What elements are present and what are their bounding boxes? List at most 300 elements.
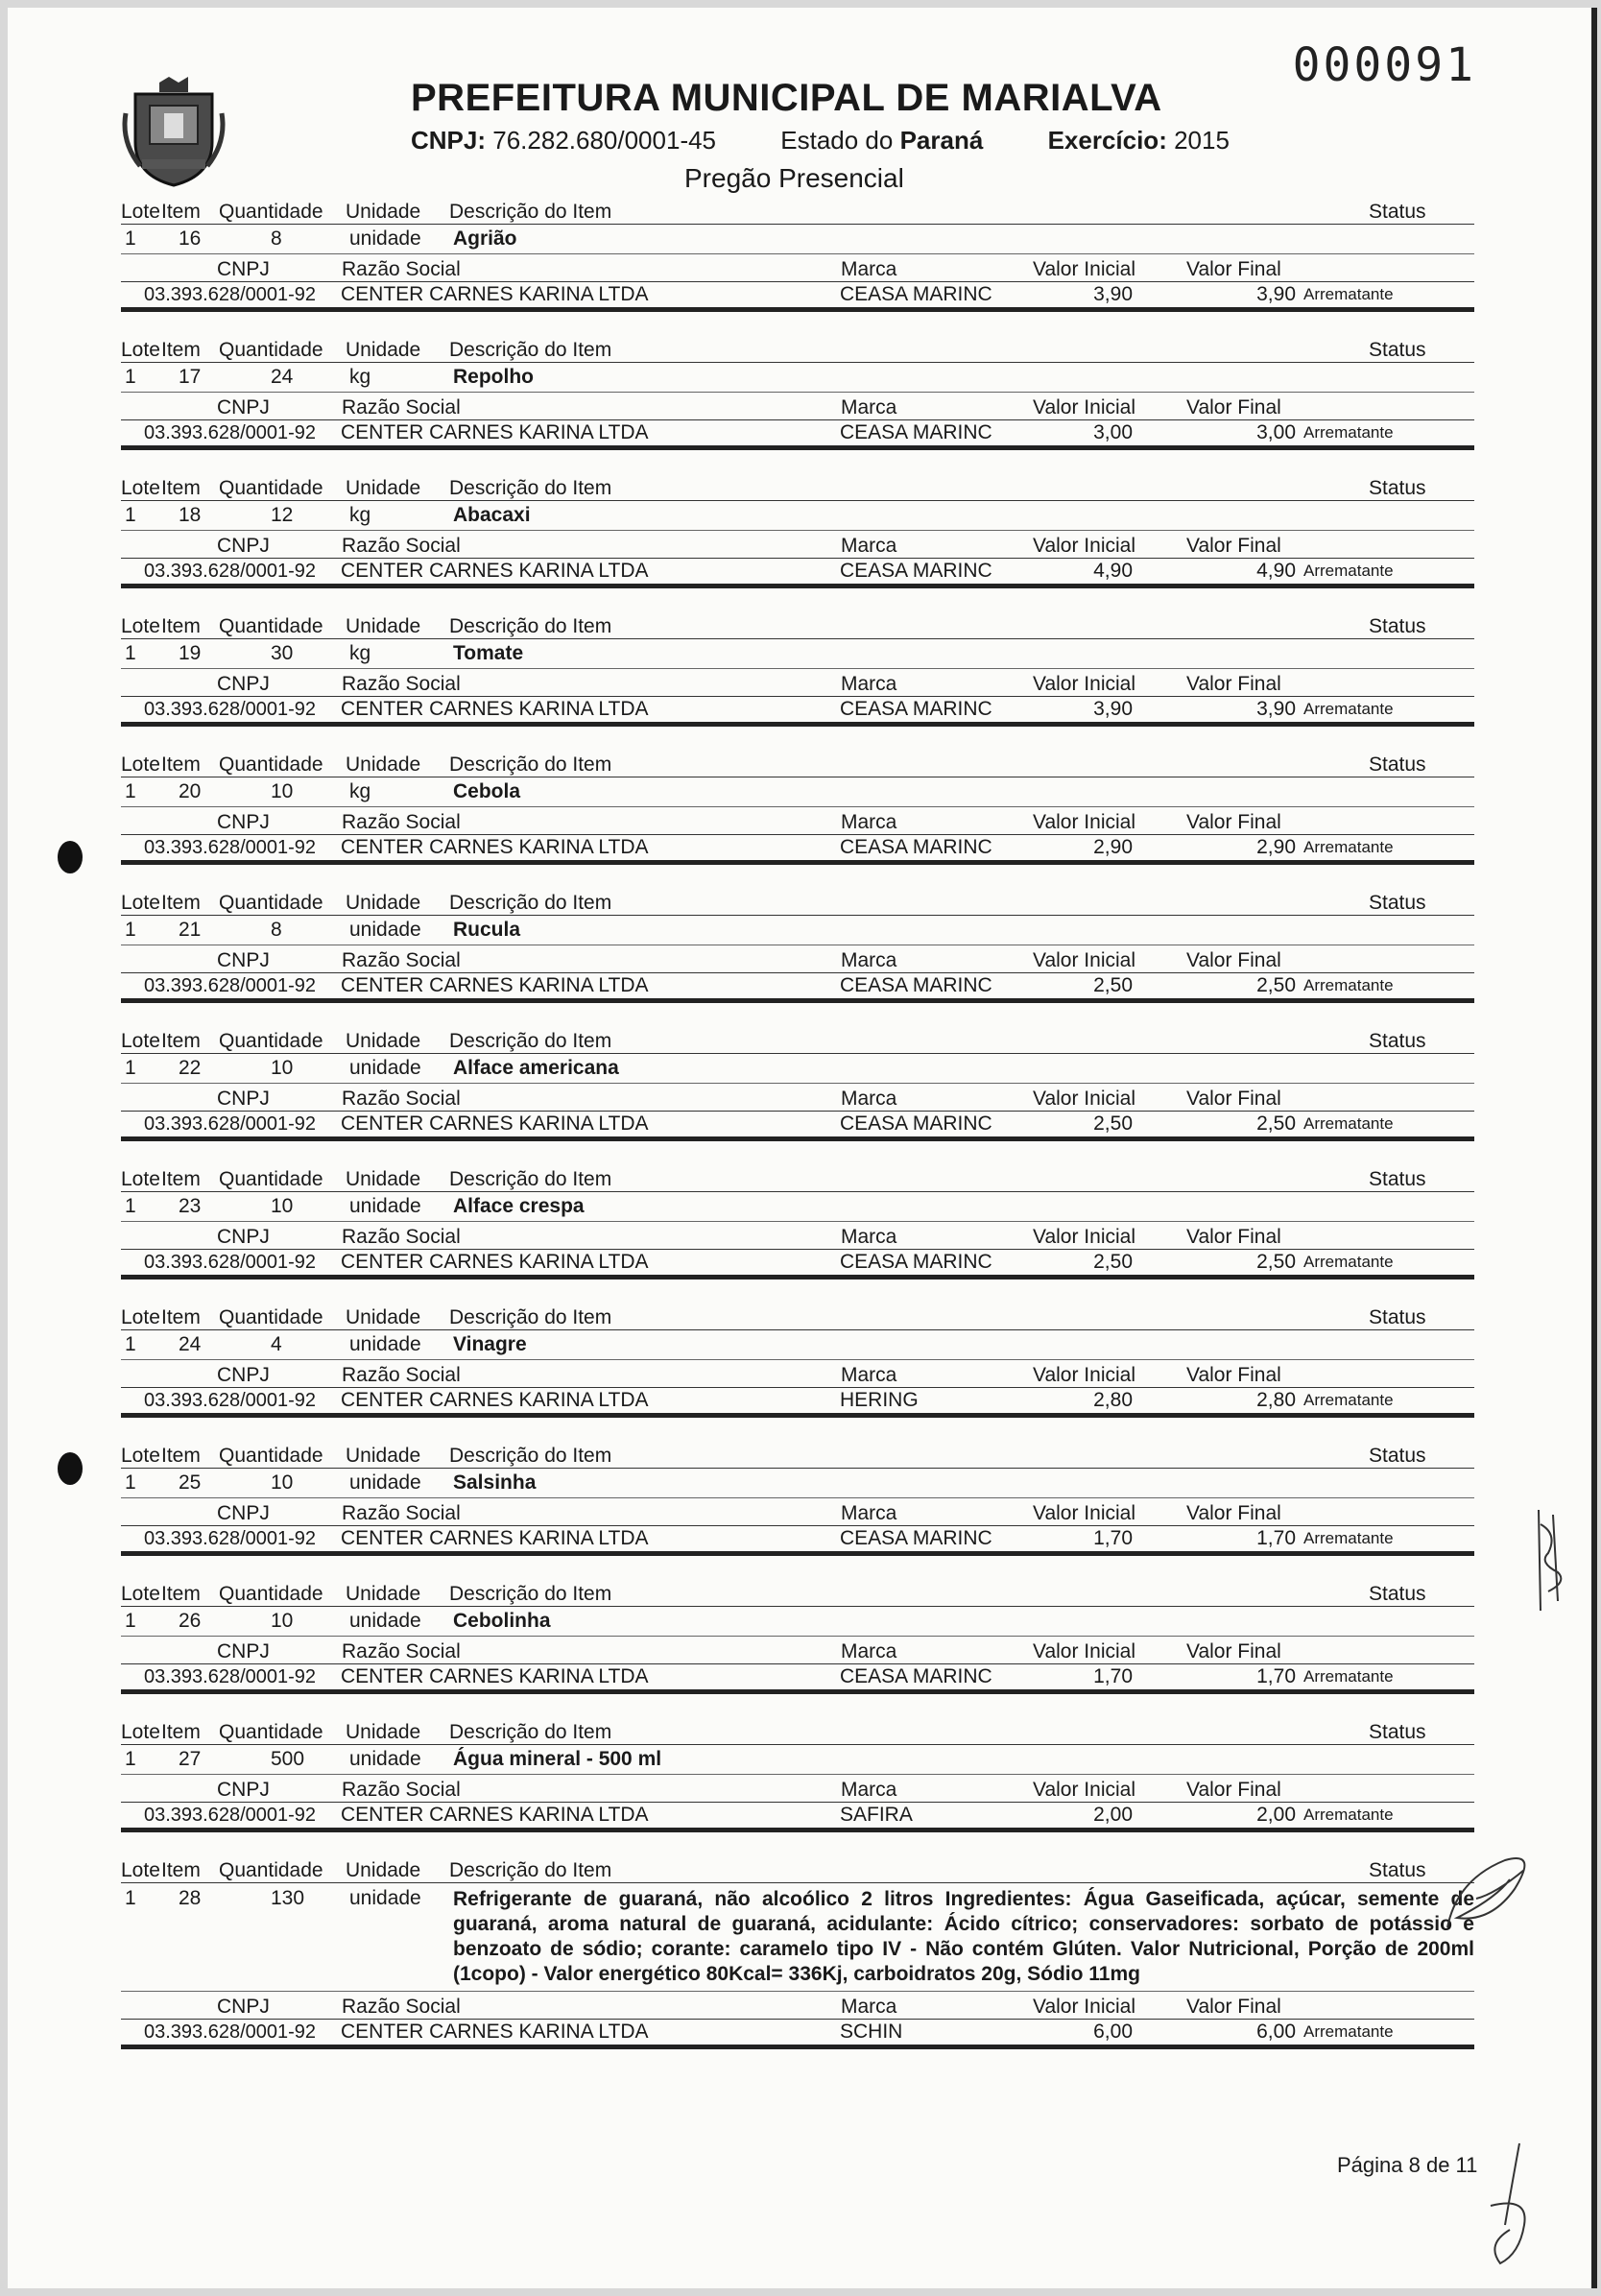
descricao-value: Salsinha xyxy=(453,1471,537,1494)
valor-final-header: Valor Final xyxy=(1186,1779,1281,1801)
valor-final-value: 2,80 xyxy=(1256,1389,1296,1411)
razao-social-header: Razão Social xyxy=(342,811,461,833)
marca-header: Marca xyxy=(841,258,897,280)
item-header-row xyxy=(121,748,1474,777)
quantidade-header: Quantidade xyxy=(219,753,323,776)
quantidade-value: 10 xyxy=(271,1610,294,1632)
marca-header: Marca xyxy=(841,1779,897,1801)
unidade-value: kg xyxy=(349,642,371,664)
item-row xyxy=(121,501,1474,531)
valor-inicial-header: Valor Inicial xyxy=(1033,535,1135,557)
descricao-header: Descrição do Item xyxy=(449,615,612,637)
item-row xyxy=(121,777,1474,807)
descricao-value: Alface americana xyxy=(453,1057,619,1079)
item-row xyxy=(121,1192,1474,1222)
unidade-header: Unidade xyxy=(346,892,421,914)
quantidade-value: 8 xyxy=(271,919,282,941)
supplier-row xyxy=(121,419,1474,450)
lote-header: Lote xyxy=(121,1306,160,1328)
unidade-header: Unidade xyxy=(346,1306,421,1328)
item-header: Item xyxy=(161,201,201,223)
valor-final-value: 1,70 xyxy=(1256,1665,1296,1687)
item-value: 20 xyxy=(179,780,202,802)
razao-social-header: Razão Social xyxy=(342,1502,461,1524)
marca-value: CEASA MARINC xyxy=(840,974,992,996)
item-header-row xyxy=(121,471,1474,501)
unidade-value: unidade xyxy=(349,1333,421,1355)
item-header-row xyxy=(121,1439,1474,1469)
cnpj-header: CNPJ xyxy=(217,1996,270,2018)
valor-final-value: 2,90 xyxy=(1256,836,1296,858)
item-header-row xyxy=(121,1301,1474,1330)
item-block xyxy=(121,886,1474,1024)
valor-inicial-value: 6,00 xyxy=(1093,2021,1133,2043)
unidade-header: Unidade xyxy=(346,477,421,499)
status-header: Status xyxy=(1369,339,1426,361)
razao-social-header: Razão Social xyxy=(342,1364,461,1386)
item-spacer xyxy=(121,312,1474,333)
marca-header: Marca xyxy=(841,673,897,695)
descricao-header: Descrição do Item xyxy=(449,201,612,223)
item-value: 17 xyxy=(179,366,202,388)
item-header: Item xyxy=(161,1583,201,1605)
razao-social-value: CENTER CARNES KARINA LTDA xyxy=(341,836,649,858)
status-header: Status xyxy=(1369,1583,1426,1605)
stamp-number: 000091 xyxy=(1292,38,1476,92)
lote-value: 1 xyxy=(125,227,136,250)
unidade-header: Unidade xyxy=(346,1030,421,1052)
item-row xyxy=(121,225,1474,254)
exercicio-value: 2015 xyxy=(1174,126,1230,155)
supplier-header-row xyxy=(121,1637,1474,1663)
valor-inicial-value: 1,70 xyxy=(1093,1527,1133,1549)
item-header-row xyxy=(121,1854,1474,1883)
cnpj-value: 03.393.628/0001-92 xyxy=(144,283,317,305)
items-list xyxy=(121,195,1474,2070)
item-header: Item xyxy=(161,1445,201,1467)
valor-final-header: Valor Final xyxy=(1186,1640,1281,1662)
quantidade-header: Quantidade xyxy=(219,1445,323,1467)
unidade-value: unidade xyxy=(349,1610,421,1632)
unidade-value: unidade xyxy=(349,227,421,250)
status-header: Status xyxy=(1369,1306,1426,1328)
quantidade-header: Quantidade xyxy=(219,1030,323,1052)
item-value: 23 xyxy=(179,1195,202,1217)
descricao-value: Refrigerante de guaraná, não alcoólico 2 litros Ingredientes: Água Gaseificada, açúcar, semente de guaraná, aroma natural de guaraná, acidulante: Ácido cítrico; conservadores: sorbato de potássio e benzoato de sódio; corante: caramelo tipo IV - Não contém Glúten. Valor Nutricional, Porção de 200ml (1copo) - Valor energético 80Kcal= 336Kj, carboidratos 20g, Sódio 11mg xyxy=(453,1888,1474,1985)
quantidade-value: 30 xyxy=(271,642,294,664)
signature-rubric-icon xyxy=(1438,1841,1543,1947)
descricao-header: Descrição do Item xyxy=(449,477,612,499)
unidade-value: unidade xyxy=(349,1057,421,1079)
item-value: 25 xyxy=(179,1471,202,1494)
estado-prefix: Estado do xyxy=(780,126,894,155)
marca-header: Marca xyxy=(841,811,897,833)
item-header: Item xyxy=(161,1859,201,1881)
status-value: Arrematante xyxy=(1303,700,1394,718)
cnpj-value: 03.393.628/0001-92 xyxy=(144,836,317,858)
quantidade-header: Quantidade xyxy=(219,201,323,223)
razao-social-value: CENTER CARNES KARINA LTDA xyxy=(341,560,649,582)
valor-final-header: Valor Final xyxy=(1186,1364,1281,1386)
marca-value: SAFIRA xyxy=(840,1804,913,1826)
item-header: Item xyxy=(161,753,201,776)
page-counter: Página 8 de 11 xyxy=(1337,2153,1478,2177)
razao-social-value: CENTER CARNES KARINA LTDA xyxy=(341,1389,649,1411)
lote-value: 1 xyxy=(125,1333,136,1355)
quantidade-value: 4 xyxy=(271,1333,282,1355)
quantidade-header: Quantidade xyxy=(219,477,323,499)
valor-final-value: 1,70 xyxy=(1256,1527,1296,1549)
lote-value: 1 xyxy=(125,1195,136,1217)
marca-value: CEASA MARINC xyxy=(840,836,992,858)
valor-final-header: Valor Final xyxy=(1186,949,1281,971)
supplier-row xyxy=(121,1387,1474,1418)
cnpj-value: 03.393.628/0001-92 xyxy=(144,1527,317,1549)
item-header-row xyxy=(121,195,1474,225)
quantidade-value: 10 xyxy=(271,780,294,802)
valor-final-value: 2,50 xyxy=(1256,1251,1296,1273)
lote-header: Lote xyxy=(121,339,160,361)
marca-value: CEASA MARINC xyxy=(840,283,992,305)
supplier-header-row xyxy=(121,1498,1474,1525)
valor-inicial-header: Valor Inicial xyxy=(1033,811,1135,833)
cnpj-value: 03.393.628/0001-92 xyxy=(144,2021,317,2043)
item-spacer xyxy=(121,1280,1474,1301)
item-header-row xyxy=(121,1577,1474,1607)
punch-hole xyxy=(58,1452,83,1485)
item-row xyxy=(121,1330,1474,1360)
header-info-line xyxy=(411,126,1323,155)
item-header-row xyxy=(121,1162,1474,1192)
quantidade-value: 10 xyxy=(271,1471,294,1494)
quantidade-header: Quantidade xyxy=(219,1168,323,1190)
item-spacer xyxy=(121,727,1474,748)
unidade-header: Unidade xyxy=(346,1445,421,1467)
supplier-row xyxy=(121,1111,1474,1141)
cnpj-header: CNPJ xyxy=(217,1502,270,1524)
descricao-header: Descrição do Item xyxy=(449,1721,612,1743)
item-header: Item xyxy=(161,1306,201,1328)
unidade-header: Unidade xyxy=(346,1721,421,1743)
item-row xyxy=(121,1745,1474,1775)
item-spacer xyxy=(121,865,1474,886)
item-block xyxy=(121,1024,1474,1162)
item-spacer xyxy=(121,1003,1474,1024)
lote-header: Lote xyxy=(121,1030,160,1052)
item-spacer xyxy=(121,450,1474,471)
lote-value: 1 xyxy=(125,1748,136,1770)
status-value: Arrematante xyxy=(1303,1114,1394,1133)
item-header: Item xyxy=(161,615,201,637)
razao-social-value: CENTER CARNES KARINA LTDA xyxy=(341,283,649,305)
valor-inicial-value: 3,90 xyxy=(1093,283,1133,305)
marca-header: Marca xyxy=(841,1088,897,1110)
supplier-header-row xyxy=(121,945,1474,972)
status-value: Arrematante xyxy=(1303,562,1394,580)
item-block xyxy=(121,1715,1474,1854)
supplier-header-row xyxy=(121,1992,1474,2019)
marca-header: Marca xyxy=(841,396,897,419)
cnpj-value: 03.393.628/0001-92 xyxy=(144,560,317,582)
valor-inicial-value: 2,50 xyxy=(1093,974,1133,996)
status-value: Arrematante xyxy=(1303,1667,1394,1686)
supplier-header-row xyxy=(121,669,1474,696)
item-block xyxy=(121,195,1474,333)
marca-header: Marca xyxy=(841,1996,897,2018)
unidade-header: Unidade xyxy=(346,339,421,361)
descricao-value: Cebola xyxy=(453,780,521,802)
descricao-value: Tomate xyxy=(453,642,524,664)
descricao-value: Cebolinha xyxy=(453,1610,551,1632)
unidade-value: unidade xyxy=(349,1748,421,1770)
item-header: Item xyxy=(161,339,201,361)
status-value: Arrematante xyxy=(1303,1806,1394,1824)
razao-social-header: Razão Social xyxy=(342,396,461,419)
supplier-header-row xyxy=(121,1775,1474,1802)
lote-value: 1 xyxy=(125,504,136,526)
item-spacer xyxy=(121,2049,1474,2070)
marca-value: CEASA MARINC xyxy=(840,560,992,582)
descricao-header: Descrição do Item xyxy=(449,1445,612,1467)
lote-header: Lote xyxy=(121,1859,160,1881)
item-row xyxy=(121,1469,1474,1498)
exercicio-label: Exercício: xyxy=(1047,126,1167,155)
status-value: Arrematante xyxy=(1303,2022,1394,2041)
item-spacer xyxy=(121,1418,1474,1439)
status-value: Arrematante xyxy=(1303,1391,1394,1409)
status-value: Arrematante xyxy=(1303,285,1394,303)
quantidade-header: Quantidade xyxy=(219,615,323,637)
item-block xyxy=(121,1162,1474,1301)
descricao-value: Abacaxi xyxy=(453,504,531,526)
quantidade-header: Quantidade xyxy=(219,1306,323,1328)
valor-final-header: Valor Final xyxy=(1186,673,1281,695)
valor-inicial-header: Valor Inicial xyxy=(1033,1779,1135,1801)
item-block xyxy=(121,333,1474,471)
item-header-row xyxy=(121,1024,1474,1054)
descricao-value: Repolho xyxy=(453,366,534,388)
unidade-header: Unidade xyxy=(346,201,421,223)
supplier-row xyxy=(121,696,1474,727)
supplier-row xyxy=(121,2019,1474,2049)
valor-final-value: 2,50 xyxy=(1256,974,1296,996)
status-header: Status xyxy=(1369,1859,1426,1881)
status-header: Status xyxy=(1369,1721,1426,1743)
valor-final-header: Valor Final xyxy=(1186,811,1281,833)
cnpj-header: CNPJ xyxy=(217,949,270,971)
valor-inicial-value: 3,00 xyxy=(1093,421,1133,443)
cnpj-value: 03.393.628/0001-92 xyxy=(144,1804,317,1826)
razao-social-header: Razão Social xyxy=(342,1088,461,1110)
supplier-header-row xyxy=(121,1360,1474,1387)
marca-value: CEASA MARINC xyxy=(840,421,992,443)
razao-social-value: CENTER CARNES KARINA LTDA xyxy=(341,421,649,443)
item-header: Item xyxy=(161,1168,201,1190)
item-value: 28 xyxy=(179,1887,202,1909)
razao-social-header: Razão Social xyxy=(342,1226,461,1248)
quantidade-header: Quantidade xyxy=(219,1583,323,1605)
item-block xyxy=(121,1577,1474,1715)
status-value: Arrematante xyxy=(1303,423,1394,442)
item-block xyxy=(121,1854,1474,2070)
supplier-row xyxy=(121,281,1474,312)
descricao-header: Descrição do Item xyxy=(449,1583,612,1605)
marca-header: Marca xyxy=(841,1502,897,1524)
cnpj-value: 03.393.628/0001-92 xyxy=(144,1665,317,1687)
cnpj-value: 03.393.628/0001-92 xyxy=(144,421,317,443)
lote-value: 1 xyxy=(125,642,136,664)
lote-value: 1 xyxy=(125,780,136,802)
municipal-crest-icon xyxy=(121,75,227,190)
valor-inicial-value: 2,90 xyxy=(1093,836,1133,858)
valor-final-header: Valor Final xyxy=(1186,535,1281,557)
item-header-row xyxy=(121,1715,1474,1745)
valor-final-value: 3,90 xyxy=(1256,698,1296,720)
lote-value: 1 xyxy=(125,1610,136,1632)
valor-inicial-value: 1,70 xyxy=(1093,1665,1133,1687)
item-block xyxy=(121,610,1474,748)
cnpj-group xyxy=(411,126,716,155)
cnpj-value: 76.282.680/0001-45 xyxy=(492,126,717,155)
item-value: 27 xyxy=(179,1748,202,1770)
header-title: PREFEITURA MUNICIPAL DE MARIALVA xyxy=(411,77,1162,119)
cnpj-header: CNPJ xyxy=(217,258,270,280)
quantidade-header: Quantidade xyxy=(219,1721,323,1743)
marca-header: Marca xyxy=(841,1640,897,1662)
razao-social-header: Razão Social xyxy=(342,1779,461,1801)
razao-social-value: CENTER CARNES KARINA LTDA xyxy=(341,698,649,720)
razao-social-header: Razão Social xyxy=(342,1640,461,1662)
marca-value: CEASA MARINC xyxy=(840,1527,992,1549)
estado-name: Paraná xyxy=(899,126,984,155)
valor-final-value: 3,90 xyxy=(1256,283,1296,305)
unidade-header: Unidade xyxy=(346,1168,421,1190)
status-header: Status xyxy=(1369,1445,1426,1467)
marca-header: Marca xyxy=(841,1364,897,1386)
item-block xyxy=(121,1439,1474,1577)
quantidade-value: 130 xyxy=(271,1887,305,1909)
item-value: 18 xyxy=(179,504,202,526)
valor-inicial-header: Valor Inicial xyxy=(1033,1226,1135,1248)
supplier-header-row xyxy=(121,254,1474,281)
cnpj-value: 03.393.628/0001-92 xyxy=(144,698,317,720)
valor-inicial-value: 3,90 xyxy=(1093,698,1133,720)
valor-final-value: 2,00 xyxy=(1256,1804,1296,1826)
supplier-header-row xyxy=(121,1084,1474,1111)
item-header: Item xyxy=(161,1721,201,1743)
unidade-value: kg xyxy=(349,780,371,802)
valor-inicial-header: Valor Inicial xyxy=(1033,673,1135,695)
status-value: Arrematante xyxy=(1303,838,1394,856)
item-value: 16 xyxy=(179,227,202,250)
cnpj-header: CNPJ xyxy=(217,811,270,833)
supplier-header-row xyxy=(121,1222,1474,1249)
lote-header: Lote xyxy=(121,1168,160,1190)
cnpj-header: CNPJ xyxy=(217,673,270,695)
razao-social-value: CENTER CARNES KARINA LTDA xyxy=(341,1251,649,1273)
lote-header: Lote xyxy=(121,201,160,223)
lote-value: 1 xyxy=(125,1887,136,1909)
valor-final-header: Valor Final xyxy=(1186,1226,1281,1248)
supplier-row xyxy=(121,834,1474,865)
valor-inicial-value: 2,50 xyxy=(1093,1251,1133,1273)
item-block xyxy=(121,471,1474,610)
status-value: Arrematante xyxy=(1303,1529,1394,1547)
marca-value: CEASA MARINC xyxy=(840,698,992,720)
razao-social-value: CENTER CARNES KARINA LTDA xyxy=(341,1665,649,1687)
unidade-value: unidade xyxy=(349,1471,421,1494)
valor-final-value: 4,90 xyxy=(1256,560,1296,582)
lote-header: Lote xyxy=(121,1583,160,1605)
item-value: 24 xyxy=(179,1333,202,1355)
lote-header: Lote xyxy=(121,477,160,499)
status-header: Status xyxy=(1369,615,1426,637)
exercicio-group xyxy=(1048,126,1230,155)
unidade-value: unidade xyxy=(349,1195,421,1217)
cnpj-value: 03.393.628/0001-92 xyxy=(144,1112,317,1135)
status-header: Status xyxy=(1369,1030,1426,1052)
item-header-row xyxy=(121,886,1474,916)
supplier-row xyxy=(121,1802,1474,1832)
item-value: 21 xyxy=(179,919,202,941)
cnpj-value: 03.393.628/0001-92 xyxy=(144,1251,317,1273)
status-header: Status xyxy=(1369,753,1426,776)
valor-final-header: Valor Final xyxy=(1186,1996,1281,2018)
valor-inicial-header: Valor Inicial xyxy=(1033,1502,1135,1524)
signature-initials-icon xyxy=(1529,1505,1577,1620)
item-spacer xyxy=(121,1141,1474,1162)
marca-value: CEASA MARINC xyxy=(840,1251,992,1273)
lote-header: Lote xyxy=(121,892,160,914)
valor-final-header: Valor Final xyxy=(1186,396,1281,419)
item-header-row xyxy=(121,333,1474,363)
status-value: Arrematante xyxy=(1303,1253,1394,1271)
quantidade-header: Quantidade xyxy=(219,1859,323,1881)
marca-header: Marca xyxy=(841,949,897,971)
quantidade-value: 500 xyxy=(271,1748,305,1770)
razao-social-value: CENTER CARNES KARINA LTDA xyxy=(341,1112,649,1135)
status-header: Status xyxy=(1369,201,1426,223)
cnpj-header: CNPJ xyxy=(217,1779,270,1801)
unidade-value: kg xyxy=(349,504,371,526)
unidade-value: kg xyxy=(349,366,371,388)
unidade-value: unidade xyxy=(349,1887,421,1909)
document-page xyxy=(8,8,1597,2288)
lote-header: Lote xyxy=(121,753,160,776)
valor-inicial-header: Valor Inicial xyxy=(1033,258,1135,280)
razao-social-header: Razão Social xyxy=(342,1996,461,2018)
valor-final-header: Valor Final xyxy=(1186,258,1281,280)
item-row xyxy=(121,1607,1474,1637)
descricao-value: Agrião xyxy=(453,227,517,250)
marca-value: SCHIN xyxy=(840,2021,903,2043)
descricao-value: Vinagre xyxy=(453,1333,527,1355)
descricao-header: Descrição do Item xyxy=(449,753,612,776)
cnpj-value: 03.393.628/0001-92 xyxy=(144,1389,317,1411)
marca-value: CEASA MARINC xyxy=(840,1112,992,1135)
marca-header: Marca xyxy=(841,1226,897,1248)
item-spacer xyxy=(121,1694,1474,1715)
unidade-value: unidade xyxy=(349,919,421,941)
supplier-header-row xyxy=(121,531,1474,558)
valor-inicial-value: 2,50 xyxy=(1093,1112,1133,1135)
signature-initials-icon xyxy=(1481,2139,1539,2273)
descricao-header: Descrição do Item xyxy=(449,892,612,914)
item-block xyxy=(121,1301,1474,1439)
razao-social-value: CENTER CARNES KARINA LTDA xyxy=(341,1527,649,1549)
item-header: Item xyxy=(161,892,201,914)
lote-value: 1 xyxy=(125,366,136,388)
